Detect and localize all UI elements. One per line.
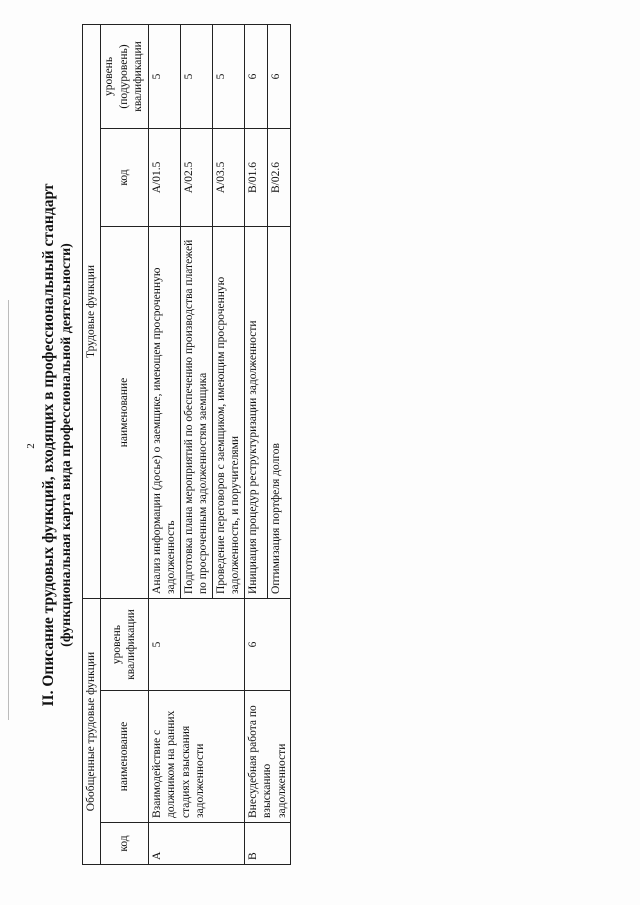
function-code-cell: B/01.6 (244, 128, 267, 226)
labor-functions-header: Трудовые функции (83, 24, 101, 598)
function-level-cell: 5 (148, 24, 180, 128)
function-name-cell: Подготовка плана мероприятий по обеспечению производства платежей по просроченным задолженностям заемщика (180, 226, 212, 598)
function-name-cell: Оптимизация портфеля долгов (267, 226, 290, 598)
function-level-cell: 5 (212, 24, 244, 128)
table-sub-header-row (100, 24, 148, 864)
function-level-cell: 6 (267, 24, 290, 128)
function-code-cell: A/03.5 (212, 128, 244, 226)
group-name-cell: Внесудебная работа по взысканию задолженности (244, 691, 291, 823)
function-name-cell: Инициация процедур реструктуризации задолженности (244, 226, 267, 598)
function-name-cell: Анализ информации (досье) о заемщике, имеющем просроченную задолженность (148, 226, 180, 598)
tf-level-header: уровень (подуровень) квалификации (100, 24, 148, 128)
function-code-cell: B/02.6 (267, 128, 290, 226)
table-group-header-row (83, 24, 101, 864)
scan-artifact (8, 300, 9, 720)
functional-map-table (82, 24, 291, 865)
level-header: уровень квалификации (100, 598, 148, 690)
section-title: II. Описание трудовых функций, входящих в профессиональный стандарт (40, 183, 57, 707)
rotated-page-content (40, 25, 330, 865)
group-level-cell: 5 (148, 598, 244, 690)
tf-name-header: наименование (100, 226, 148, 598)
group-code-cell: B (244, 823, 291, 865)
name-header: наименование (100, 691, 148, 823)
function-level-cell: 5 (180, 24, 212, 128)
function-code-cell: A/02.5 (180, 128, 212, 226)
section-subtitle: (функциональная карта вида профессиональной деятельности) (59, 243, 74, 647)
function-level-cell: 6 (244, 24, 267, 128)
generalized-functions-header: Обобщенные трудовые функции (83, 598, 101, 864)
function-name-cell: Проведение переговоров с заемщиком, имеющим просроченную задолженность, и поручителями (212, 226, 244, 598)
code-header: код (100, 823, 148, 865)
table-row (148, 24, 180, 864)
group-name-cell: Взаимодействие с должником на ранних стадиях взыскания задолженности (148, 691, 244, 823)
function-code-cell: A/01.5 (148, 128, 180, 226)
section-heading (40, 25, 76, 865)
group-level-cell: 6 (244, 598, 291, 690)
tf-code-header: код (100, 128, 148, 226)
table-row (244, 24, 267, 864)
group-code-cell: A (148, 823, 244, 865)
page-number: 2 (24, 443, 37, 449)
